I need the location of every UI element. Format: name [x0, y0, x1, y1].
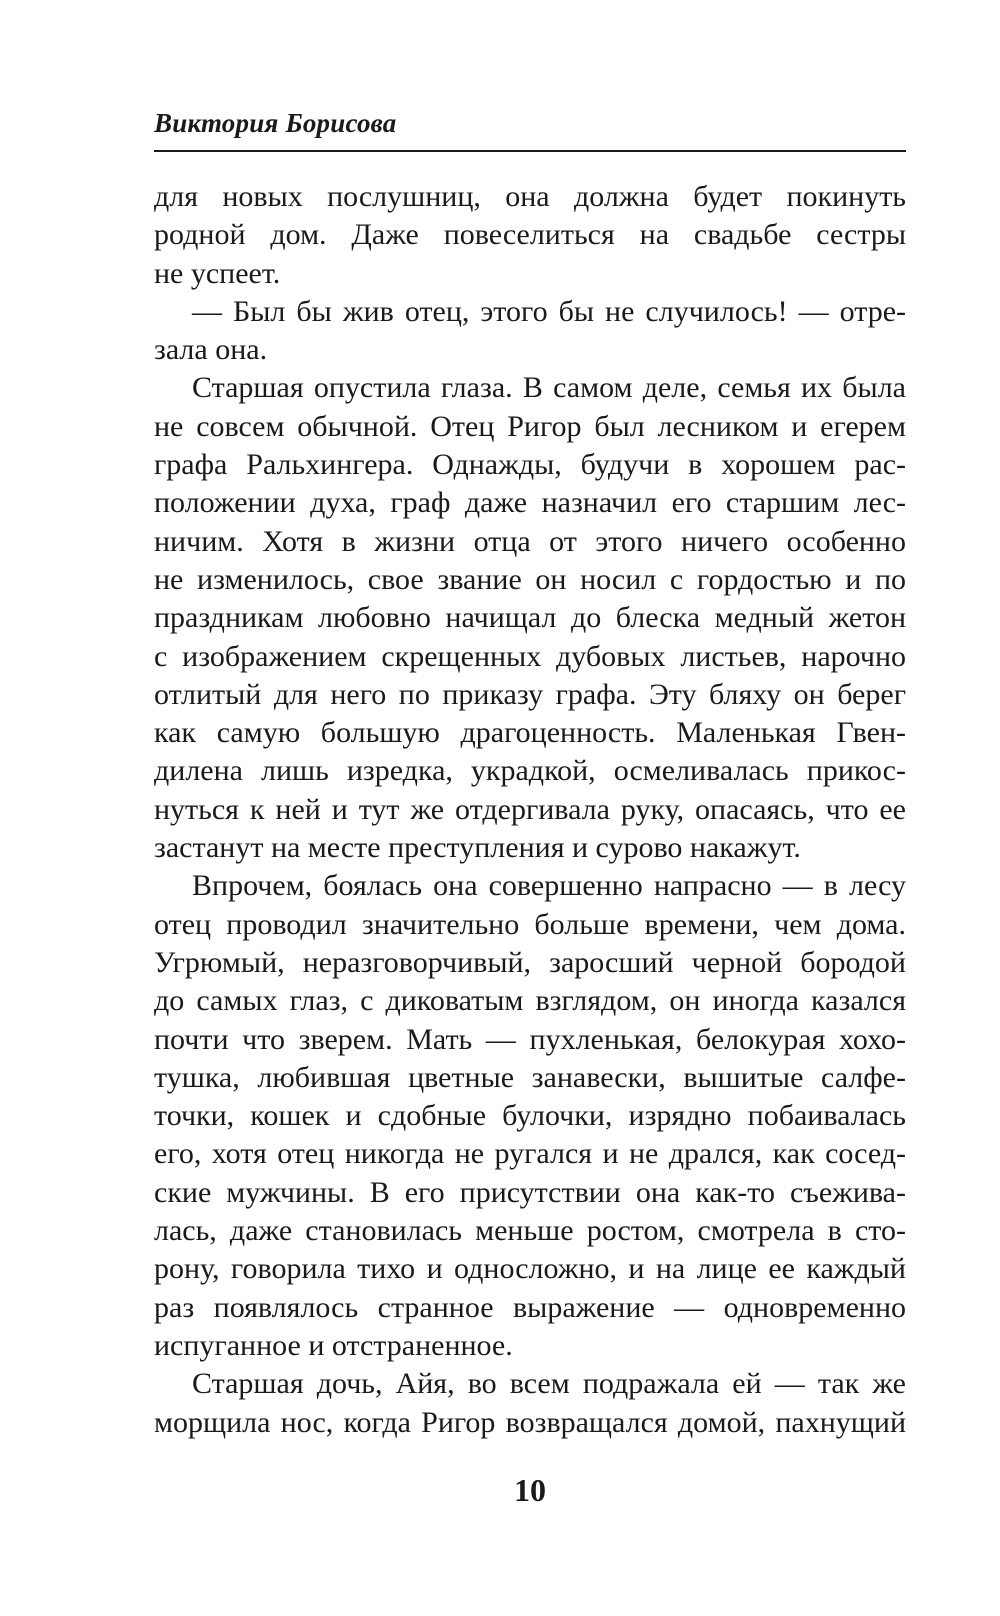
text-line: раз появлялось странное выражение — одновременно — [154, 1290, 906, 1324]
text-line: его, хотя отец никогда не ругался и не дрался, как сосед- — [154, 1137, 906, 1171]
body-text — [154, 178, 906, 1442]
text-line: зала она. — [154, 333, 268, 367]
text-line: точки, кошек и сдобные булочки, изрядно побаивалась — [154, 1099, 906, 1133]
text-line: Старшая опустила глаза. В самом деле, семья их была — [192, 371, 906, 405]
text-line: с изображением скрещенных дубовых листьев, нарочно — [154, 639, 906, 673]
text-line: Старшая дочь, Айя, во всем подражала ей — так же — [192, 1367, 906, 1401]
text-line: отец проводил значительно больше времени, чем дома. — [154, 907, 906, 941]
text-line: морщила нос, когда Ригор возвращался домой, пахнущий — [154, 1405, 906, 1439]
text-line: нуться к ней и тут же отдергивала руку, опасаясь, что ее — [154, 792, 906, 826]
running-head: Виктория Борисова — [154, 108, 397, 138]
page-number: 10 — [514, 1472, 546, 1508]
text-line: испуганное и отстраненное. — [154, 1328, 513, 1362]
text-line: графа Ральхингера. Однажды, будучи в хорошем рас- — [154, 448, 906, 482]
text-line: почти что зверем. Мать — пухленькая, белокурая хохо- — [154, 1022, 906, 1056]
text-line: не совсем обычной. Отец Ригор был лесником и егерем — [154, 409, 906, 443]
header-rule — [154, 150, 906, 152]
text-line: до самых глаз, с диковатым взглядом, он иногда казался — [154, 984, 906, 1018]
text-line: дилена лишь изредка, украдкой, осмеливалась прикос- — [154, 754, 906, 788]
text-line: — Был бы жив отец, этого бы не случилось! — отре- — [192, 294, 906, 328]
text-line: ские мужчины. В его присутствии она как-то съежива- — [154, 1175, 906, 1209]
text-line: рону, говорила тихо и односложно, и на лице ее каждый — [154, 1252, 906, 1286]
text-line: лась, даже становилась меньше ростом, смотрела в сто- — [154, 1214, 906, 1248]
text-line: отлитый для него по приказу графа. Эту бляху он берег — [154, 677, 906, 711]
text-line: праздникам любовно начищал до блеска медный жетон — [154, 601, 906, 635]
text-line: как самую большую драгоценность. Маленькая Гвен- — [154, 716, 906, 750]
text-line: не изменилось, свое звание он носил с гордостью и по — [154, 562, 906, 596]
text-line: ничим. Хотя в жизни отца от этого ничего особенно — [154, 524, 906, 558]
text-line: не успеет. — [154, 256, 281, 290]
text-line: тушка, любившая цветные занавески, вышитые салфе- — [154, 1060, 906, 1094]
text-line: для новых послушниц, она должна будет покинуть — [154, 180, 906, 213]
text-line: родной дом. Даже повеселиться на свадьбе сестры — [154, 218, 906, 252]
text-line: Угрюмый, неразговорчивый, заросший черной бородой — [154, 945, 906, 979]
text-line: положении духа, граф даже назначил его старшим лес- — [154, 486, 906, 520]
text-line: Впрочем, боялась она совершенно напрасно — в лесу — [192, 869, 906, 903]
text-line: застанут на месте преступления и сурово накажут. — [154, 831, 801, 865]
